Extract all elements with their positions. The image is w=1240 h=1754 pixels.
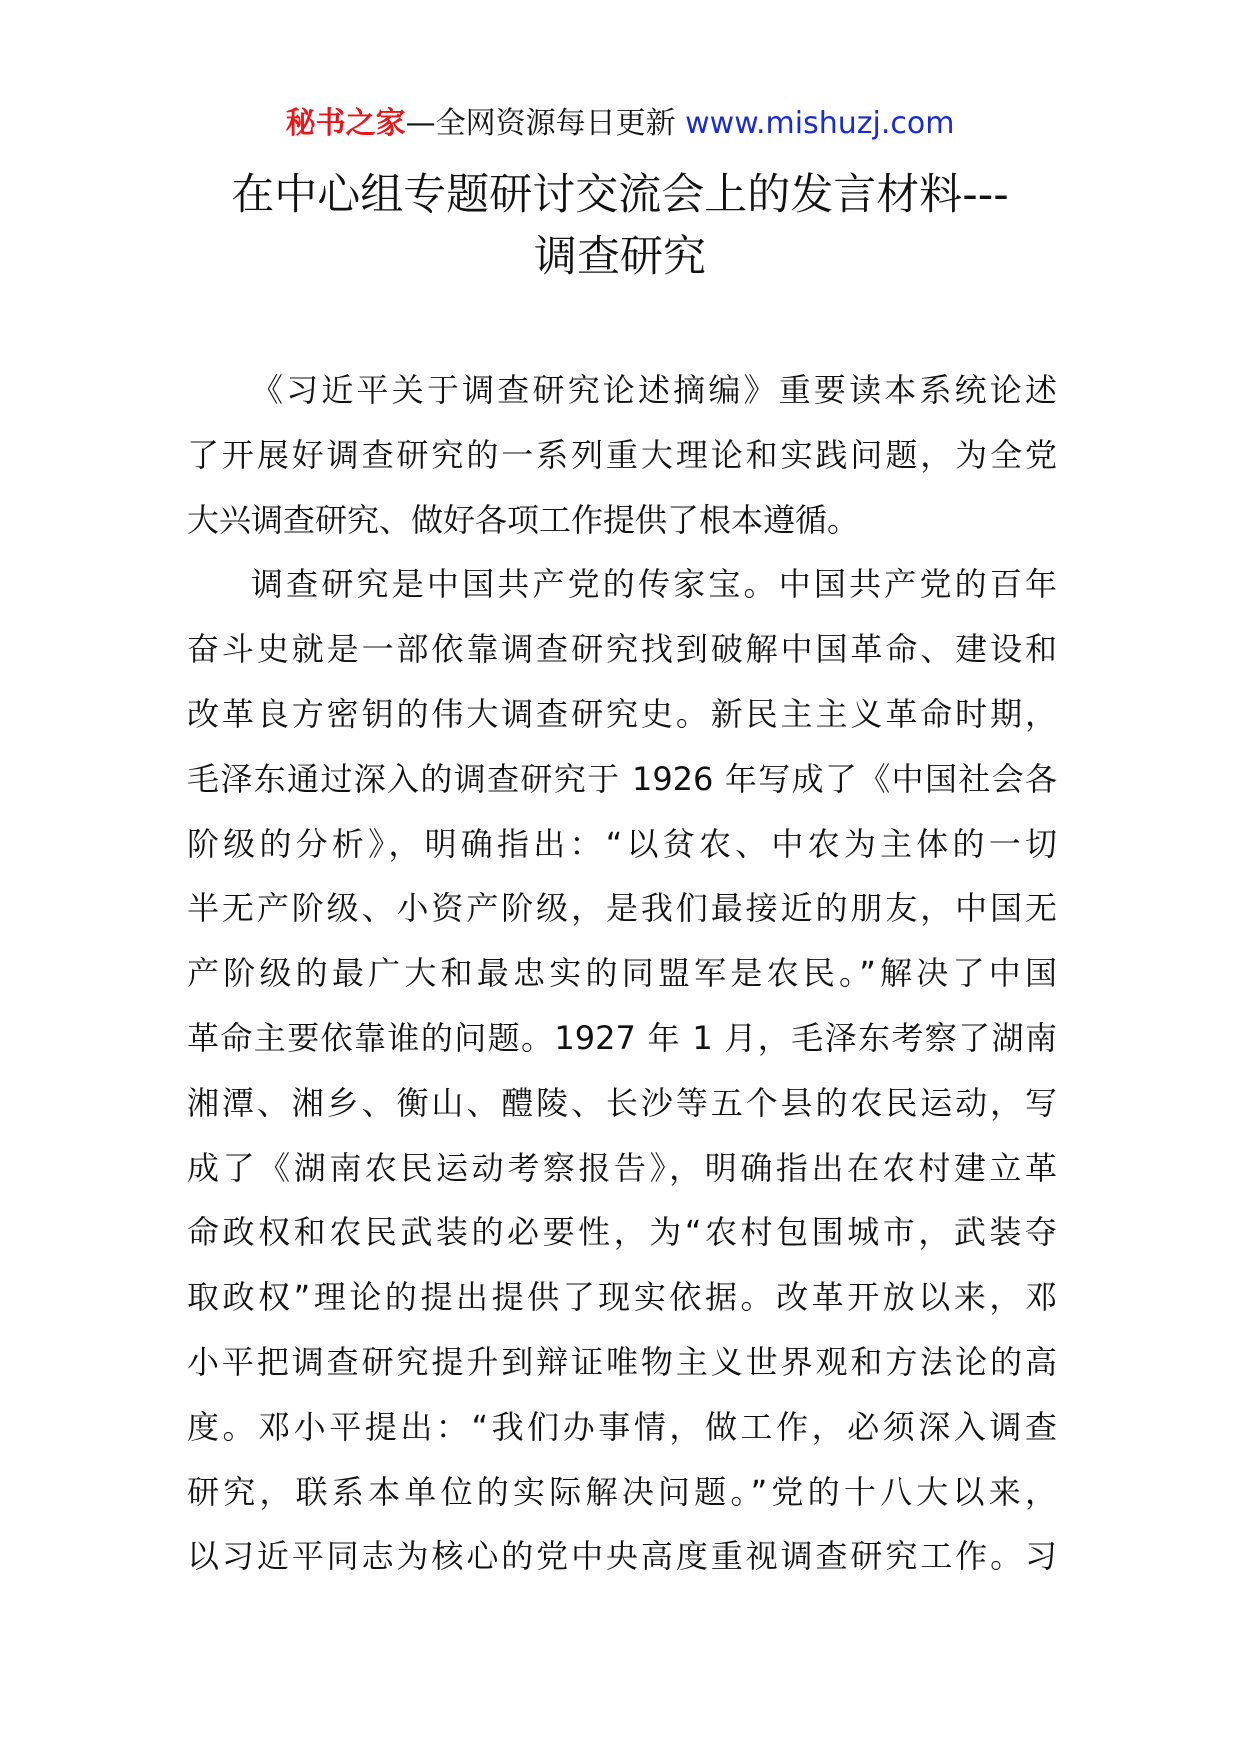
paragraph-2-line-5: 阶级的分析》，明确指出：“以贫农、中农为主体的一切 <box>187 824 1057 863</box>
brand-name: 秘书之家 <box>285 106 406 141</box>
paragraph-2-line-4: 毛泽东通过深入的调查研究于 1926 年写成了《中国社会各 <box>187 759 1057 798</box>
title-line-1: 在中心组专题研讨交流会上的发言材料--- <box>231 170 1009 220</box>
document-body <box>187 358 1057 1589</box>
paragraph-2-line-10: 成了《湖南农民运动考察报告》，明确指出在农村建立革 <box>187 1148 1057 1187</box>
paragraph-2-line-8: 革命主要依靠谁的问题。1927 年 1 月，毛泽东考察了湖南 <box>187 1018 1057 1057</box>
paragraph-2-line-6: 半无产阶级、小资产阶级，是我们最接近的朋友，中国无 <box>187 889 1057 928</box>
site-banner <box>0 104 1240 144</box>
paragraph-2-line-1: 调查研究是中国共产党的传家宝。中国共产党的百年 <box>251 565 1057 604</box>
paragraph-2-line-11: 命政权和农民武装的必要性，为“农村包围城市，武装夺 <box>187 1213 1057 1252</box>
paragraph-2-line-14: 度。邓小平提出：“我们办事情，做工作，必须深入调查 <box>187 1407 1057 1446</box>
paragraph-2-line-2: 奋斗史就是一部依靠调查研究找到破解中国革命、建设和 <box>187 630 1057 669</box>
banner-tagline: —全网资源每日更新 <box>405 106 686 141</box>
paragraph-1-line-1: 《习近平关于调查研究论述摘编》重要读本系统论述 <box>251 371 1057 409</box>
paragraph-2-line-12: 取政权”理论的提出提供了现实依据。改革开放以来，邓 <box>187 1278 1057 1317</box>
title-line-2: 调查研究 <box>534 232 706 282</box>
paragraph-2-line-16: 以习近平同志为核心的党中央高度重视调查研究工作。习 <box>187 1537 1057 1576</box>
paragraph-2-line-7: 产阶级的最广大和最忠实的同盟军是农民。”解决了中国 <box>187 954 1057 993</box>
paragraph-2-line-9: 湘潭、湘乡、衡山、醴陵、长沙等五个县的农民运动，写 <box>187 1083 1057 1122</box>
paragraph-2-line-15: 研究，联系本单位的实际解决问题。”党的十八大以来， <box>187 1472 1057 1511</box>
paragraph-2-line-13: 小平把调查研究提升到辩证唯物主义世界观和方法论的高 <box>187 1342 1057 1381</box>
paragraph-2-line-3: 改革良方密钥的伟大调查研究史。新民主主义革命时期， <box>187 694 1057 733</box>
document-title <box>150 164 1090 288</box>
site-url: www.mishuzj.com <box>685 106 955 141</box>
paragraph-1-line-2: 了开展好调查研究的一系列重大理论和实践问题，为全党 <box>187 435 1057 474</box>
paragraph-1-line-3: 大兴调查研究、做好各项工作提供了根本遵循。 <box>187 500 860 539</box>
